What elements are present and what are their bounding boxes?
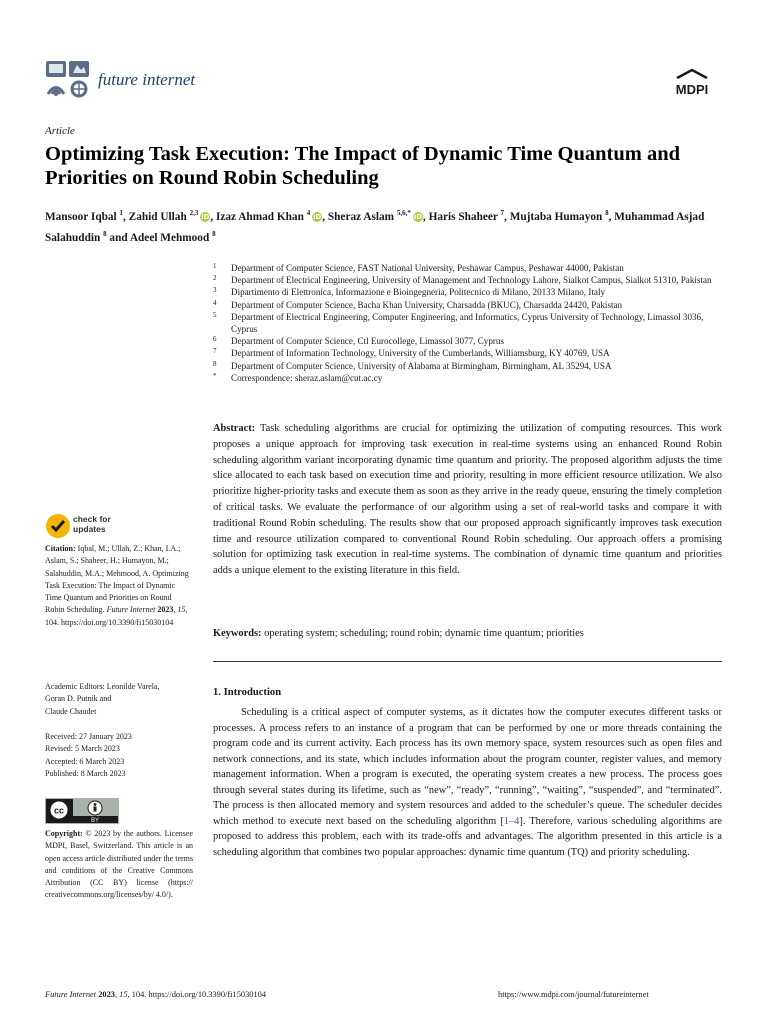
author-affiliation-marker: 5,6,* bbox=[396, 209, 411, 217]
affiliation-item bbox=[213, 274, 725, 286]
footer-doi-link[interactable]: , 104. https://doi.org/10.3390/fi15030104 bbox=[127, 990, 267, 999]
check-for-updates-button[interactable]: check for updates bbox=[45, 513, 155, 539]
affiliations bbox=[213, 262, 725, 384]
affiliation-text: Department of Computer Science, University of Alabama at Birmingham, Birmingham, AL 35294, USA bbox=[231, 360, 612, 371]
affiliation-item bbox=[213, 262, 725, 274]
affiliation-text: Department of Electrical Engineering, Computer Engineering, and Informatics, Cyprus University of Technology, Limassol 3036, Cyprus bbox=[231, 311, 704, 335]
citation-block: Citation: Iqbal, M.; Ullah, Z.; Khan, I.A.; Aslam, S.; Shaheer, H.; Humayon, M.; Salahuddin, M.A.; Mehmood, A. Optimizing Task Execution: The Impact of Dynamic Time Quantum and Priorities on Round Robin Scheduling. Future Internet 2023, 15, 104. https://doi.org/10.3390/fi15030104 bbox=[45, 544, 189, 627]
date-line: Accepted: 6 March 2023 bbox=[45, 756, 125, 766]
affiliation-text: Department of Information Technology, University of the Cumberlands, Williamsburg, KY 40769, USA bbox=[231, 348, 610, 359]
footer-citation: Future Internet 2023, 15, 104. https://doi.org/10.3390/fi15030104 bbox=[45, 990, 267, 999]
journal-logo-icon bbox=[45, 60, 91, 98]
author-name[interactable]: Izaz Ahmad Khan bbox=[215, 210, 304, 223]
abstract bbox=[213, 421, 722, 579]
svg-text:cc: cc bbox=[53, 805, 65, 816]
affiliation-number: 7 bbox=[213, 347, 217, 356]
author-name[interactable]: Mujtaba Humayon bbox=[509, 210, 603, 223]
author-affiliation-marker: 8 bbox=[103, 229, 107, 238]
affiliation-item bbox=[213, 299, 725, 311]
author-affiliation-marker: 1 bbox=[119, 209, 123, 217]
abstract-text: Task scheduling algorithms are crucial for optimizing the utilization of computing resources. This work proposes a unique approach for improving task execution in real-time systems using an enhanced Round Robin scheduling algorithm variant incorporating dynamic time quantum and priority. The proposed algorithm adjusts the time slice allocated to each task based on execution time and priority, resulting in more efficient resource utilization. We also prioritize higher-priority tasks and execute them as soon as they arrive in the ready queue, ensuring the timely completion of critical tasks. We evaluate the performance of our algorithm using a set of real-world tasks and compare it with traditional Round Robin scheduling. The results show that our proposed approach significantly improves task execution time and resource utilization compared to conventional Round Robin scheduling. Our approach offers a promising solution for optimizing task execution in real-time systems. The combination of dynamic time quantum and priorities adds a unique element to the existing literature in this field. bbox=[213, 423, 722, 577]
author-name[interactable]: Haris Shaheer bbox=[428, 210, 498, 223]
author-affiliation-marker: 2,3 bbox=[189, 209, 199, 217]
affiliation-text: Dipartimento di Elettronica, Informazione e Bioingegneria, Politecnico di Milano, 20133 Milano, Italy bbox=[231, 287, 606, 298]
affiliation-number: 3 bbox=[213, 286, 217, 295]
date-line: Received: 27 January 2023 bbox=[45, 732, 132, 741]
affiliation-number: 6 bbox=[213, 335, 217, 344]
affiliation-item bbox=[213, 372, 725, 384]
check-updates-icon bbox=[45, 513, 71, 539]
affiliation-item bbox=[213, 335, 725, 347]
editor-line: Academic Editors: Leonilde Varela, bbox=[45, 682, 160, 691]
keywords-text: operating system; scheduling; round robin; dynamic time quantum; priorities bbox=[264, 628, 584, 639]
abstract-label: Abstract: bbox=[213, 423, 256, 434]
editor-line: Goran D. Putnik and bbox=[45, 694, 112, 704]
svg-text:BY: BY bbox=[90, 818, 100, 824]
keywords bbox=[213, 627, 722, 641]
affiliation-number: 8 bbox=[213, 359, 217, 368]
author-affiliation-marker: 4 bbox=[306, 209, 311, 217]
orcid-icon[interactable]: iD bbox=[201, 213, 210, 222]
citation-doi-link[interactable]: , 104. https://doi.org/10.3390/fi15030104 bbox=[45, 605, 188, 627]
cc-by-license-badge[interactable] bbox=[45, 798, 119, 824]
editor-line: Claude Chaudet bbox=[45, 706, 97, 716]
author-affiliation-marker: 7 bbox=[500, 209, 505, 217]
author-name[interactable]: Sheraz Aslam bbox=[327, 210, 395, 223]
keywords-label: Keywords: bbox=[213, 628, 262, 639]
affiliation-text: Department of Computer Science, Bacha Khan University, Charsadda (BKUC), Charsadda 24420, Pakistan bbox=[231, 299, 623, 310]
affiliation-number: 2 bbox=[213, 274, 217, 283]
affiliation-text: Department of Computer Science, Ctl Eurocollege, Limassol 3077, Cyprus bbox=[231, 336, 505, 347]
author-name[interactable]: Mansoor Iqbal bbox=[45, 210, 117, 223]
author-affiliation-marker: 8 bbox=[605, 209, 609, 217]
copyright-notice: Copyright: © 2023 by the authors. Licensee MDPI, Basel, Switzerland. This article is an open access article distributed under the terms and conditions of the Creative Commons Attribution (CC BY) license (https:// creativecommons.org/licenses/by/ 4.0/). bbox=[45, 829, 194, 900]
affiliation-item bbox=[213, 360, 725, 372]
affiliation-text: Department of Electrical Engineering, University of Management and Technology Lahore, Sialkot Campus, Sialkot 51310, Pakistan bbox=[231, 275, 712, 286]
affiliation-item bbox=[213, 347, 725, 359]
author-name[interactable]: Muhammad Asjad Salahuddin bbox=[45, 210, 705, 244]
affiliation-text: Correspondence: sheraz.aslam@cut.ac.cy bbox=[231, 372, 383, 383]
section-heading: 1. Introduction bbox=[213, 687, 282, 698]
affiliation-number: 4 bbox=[213, 298, 217, 307]
orcid-icon[interactable]: iD bbox=[413, 213, 423, 222]
affiliation-number: * bbox=[213, 371, 217, 380]
svg-text:MDPI: MDPI bbox=[675, 82, 709, 97]
orcid-icon[interactable]: iD bbox=[313, 213, 322, 222]
affiliation-text: Department of Computer Science, FAST National University, Peshawar Campus, Peshawar 44000, Pakistan bbox=[231, 263, 624, 273]
article-type: Article bbox=[45, 125, 75, 137]
date-line: Published: 8 March 2023 bbox=[45, 768, 126, 778]
introduction-body: Scheduling is a critical aspect of computer systems, as it dictates how the computer executes different tasks or processes. A process refers to an instance of a program that can be performed by one or more threads containing the program code and its current activity. Each process has its own memory space, system resources such as open files and network connections, and its state, which includes information about the program counter, register values, and memory management information. When a program is executed, the operating system creates a new process. The process goes through several states during its lifetime, such as “new”, “ready”, “running”, “waiting”, “suspended”, and “terminated”. The process is then allocated memory and system resources and added to the scheduler’s queue. The scheduler decides which method to execute next based on the scheduling algorithm [1–4]. Therefore, various scheduling algorithms are proposed to address this problem, each with its trade-offs and advantages. The algorithm presented in this article is a scheduling algorithm that combines two popular approaches: dynamic time quantum (TQ) and priority scheduling. bbox=[213, 707, 722, 858]
section-divider bbox=[213, 661, 722, 662]
affiliation-number: 1 bbox=[213, 262, 217, 270]
footer-journal-url[interactable]: https://www.mdpi.com/journal/futureinternet bbox=[498, 990, 649, 999]
affiliation-item bbox=[213, 311, 725, 335]
reference-link[interactable]: 1–4 bbox=[503, 815, 520, 827]
publication-dates bbox=[45, 731, 193, 780]
author-affiliation-marker: 8 bbox=[212, 229, 216, 238]
mdpi-logo[interactable] bbox=[667, 68, 717, 98]
date-line: Revised: 5 March 2023 bbox=[45, 744, 120, 754]
author-name[interactable]: Adeel Mehmood bbox=[129, 231, 210, 244]
journal-name[interactable]: future internet bbox=[98, 70, 196, 89]
affiliation-item bbox=[213, 286, 725, 298]
affiliation-number: 5 bbox=[213, 310, 217, 319]
paper-title: Optimizing Task Execution: The Impact of Dynamic Time Quantum and Priorities on Round Robin Scheduling bbox=[45, 143, 681, 189]
academic-editors bbox=[45, 681, 193, 718]
author-list: Mansoor Iqbal $^1$, Zahid Ullah $^{2,3}$iD, Izaz Ahmad Khan $^4$iD, Sheraz Aslam $^{5,6,*}$iD, Haris Shaheer $^7$, Mujtaba Humayon $^8$, Muhammad Asjad Salahuddin $^8$ and Adeel Mehmood $^8$ bbox=[45, 209, 705, 244]
author-name[interactable]: Zahid Ullah bbox=[128, 210, 187, 223]
